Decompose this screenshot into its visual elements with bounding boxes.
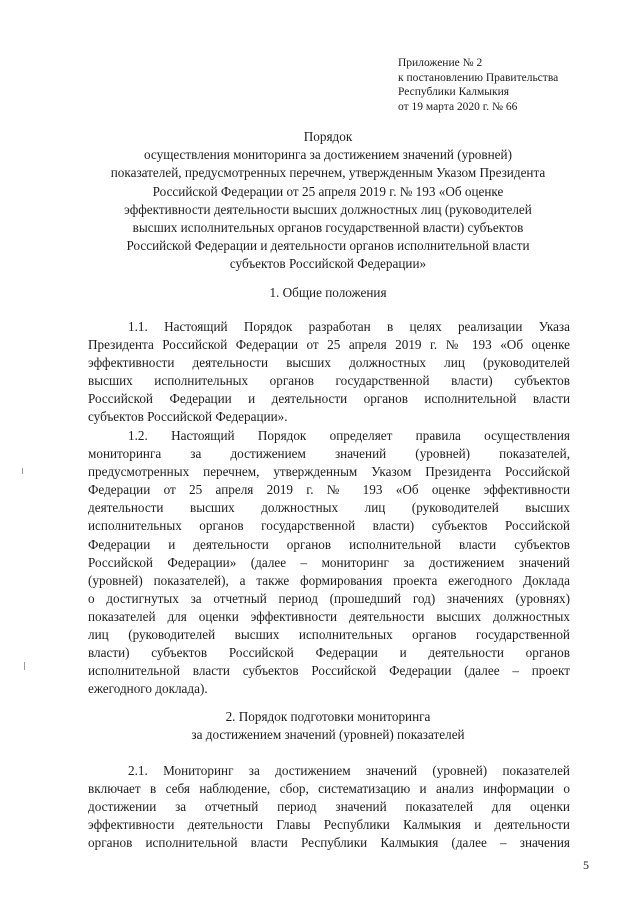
paragraph-line: 1.1. Настоящий Порядок разработан в целях реализации Указа: [128, 319, 570, 334]
appendix-line: к постановлению Правительства: [398, 71, 559, 84]
paragraph-line: (уровней) показателей), а также формирования проекта ежегодного Доклада: [88, 572, 570, 588]
paragraph-line: Президента Российской Федерации от 25 апреля 2019 г. № 193 «Об оценке: [88, 337, 570, 353]
paragraph-line: исполнительной власти субъектов Российской Федерации (далее – проект: [88, 663, 570, 679]
title-line: Российской Федерации от 25 апреля 2019 г. № 193 «Об оценке: [152, 183, 504, 199]
section-1-heading: [88, 284, 568, 302]
paragraph-line: высших исполнительных органов государственной власти) субъектов: [88, 373, 570, 389]
paragraph-line: 2.1. Мониторинг за достижением значений (уровней) показателей: [128, 763, 570, 778]
paragraph-line: о достигнутых за отчетный период (прошедший год) значениях (уровнях): [88, 590, 570, 606]
paragraph-line: Российской Федерации» (далее – мониторинг за достижением значений: [88, 554, 570, 570]
scan-mark: [22, 468, 23, 474]
paragraph-1-1: [88, 318, 570, 427]
scan-mark: [24, 662, 25, 670]
paragraph-line: достижении за отчетный период значений показателей для оценки: [88, 799, 570, 815]
title-line: субъектов Российской Федерации»: [229, 256, 427, 272]
paragraph-line: 1.2. Настоящий Порядок определяет правила осуществления: [128, 428, 570, 443]
title-line: эффективности деятельности высших должностных лиц (руководителей: [124, 201, 532, 217]
paragraph-line: эффективности деятельности Главы Республики Калмыкия и деятельности: [88, 817, 570, 833]
paragraph-1-2: [88, 427, 570, 698]
section-2-heading: [88, 708, 568, 744]
paragraph-line: Российской Федерации и деятельности органов исполнительной власти: [88, 391, 570, 407]
paragraph-line: власти) субъектов Российской Федерации и деятельности органов: [88, 645, 570, 661]
section-heading-text: 2. Порядок подготовки мониторинга: [225, 709, 431, 724]
paragraph-line: деятельности высших должностных лиц (руководителей высших: [88, 500, 570, 516]
title-line: осуществления мониторинга за достижением значений (уровней): [144, 147, 512, 163]
paragraph-line: органов исполнительной власти Республики Калмыкия (далее – значения: [88, 835, 570, 851]
paragraph-line: ежегодного доклада).: [88, 681, 208, 697]
paragraph-line: предусмотренных перечнем, утвержденным Указом Президента Российской: [88, 464, 570, 480]
appendix-line: от 19 марта 2020 г. № 66: [398, 100, 518, 113]
paragraph-line: исполнительных органов государственной власти) субъектов Российской: [88, 518, 570, 534]
title-line: показателей, предусмотренных перечнем, утвержденным Указом Президента: [110, 165, 546, 181]
document-title: [88, 128, 568, 274]
title-line: Российской Федерации и деятельности органов исполнительной власти: [126, 238, 530, 254]
paragraph-line: субъектов Российской Федерации».: [88, 409, 288, 425]
paragraph-line: включает в себя наблюдение, сбор, систематизацию и анализ информации о: [88, 781, 570, 797]
appendix-line: Республики Калмыкия: [398, 86, 510, 98]
paragraph-line: Федерации от 25 апреля 2019 г. № 193 «Об оценке эффективности: [88, 482, 570, 498]
appendix-reference: [398, 56, 598, 114]
paragraph-line: Федерации и деятельности органов исполнительной власти субъектов: [88, 536, 570, 552]
section-heading-text: за достижением значений (уровней) показателей: [191, 727, 465, 742]
appendix-line: Приложение № 2: [398, 57, 483, 69]
page-number: 5: [583, 858, 589, 872]
paragraph-2-1: [88, 762, 570, 852]
title-line: Порядок: [303, 129, 353, 144]
title-line: высших исполнительных органов государственной власти) субъектов: [132, 220, 524, 236]
section-heading-text: 1. Общие положения: [269, 285, 387, 300]
paragraph-line: лиц (руководителей высших исполнительных органов государственной: [88, 627, 570, 643]
paragraph-line: мониторинга за достижением значений (уровней) показателей,: [88, 446, 570, 462]
paragraph-line: эффективности деятельности высших должностных лиц (руководителей: [88, 355, 570, 371]
paragraph-line: показателей для оценки эффективности деятельности высших должностных: [88, 608, 570, 624]
